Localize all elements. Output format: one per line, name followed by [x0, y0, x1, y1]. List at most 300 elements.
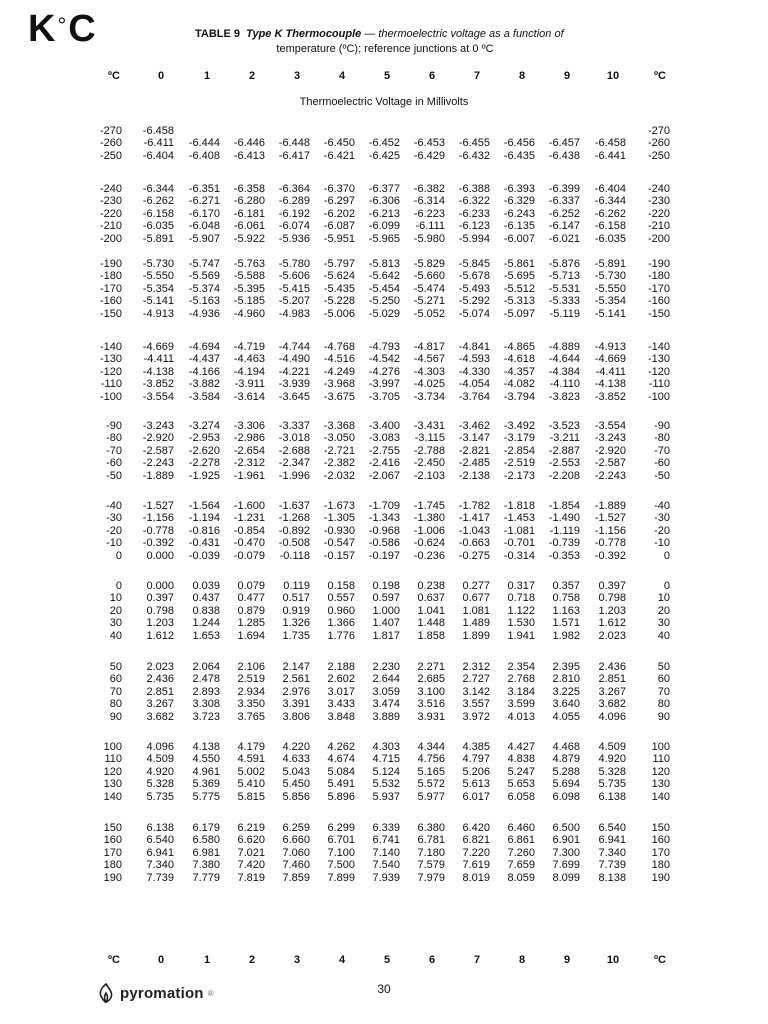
voltage-cell: -2.450: [413, 457, 445, 470]
voltage-cell: 1.203: [598, 604, 626, 617]
row-temp-right: 120: [651, 765, 670, 778]
voltage-cell: -6.425: [368, 149, 400, 162]
voltage-cell: 7.739: [146, 871, 174, 884]
voltage-cell: -1.996: [278, 469, 310, 482]
voltage-cell: -1.961: [233, 469, 265, 482]
table-row: [0, 183, 768, 195]
table-row: [0, 308, 768, 320]
voltage-cell: -4.865: [503, 341, 535, 353]
row-temp-right: -140: [647, 341, 670, 353]
voltage-cell: -5.512: [503, 282, 535, 295]
voltage-cell: 7.579: [417, 859, 445, 872]
voltage-cell: 2.478: [192, 673, 220, 686]
voltage-cell: 4.715: [372, 753, 400, 766]
header-col-4: 4: [338, 70, 346, 82]
voltage-cell: 2.934: [237, 685, 265, 698]
voltage-cell: -4.567: [413, 353, 445, 366]
table-row: [0, 470, 768, 482]
voltage-cell: -2.920: [594, 444, 626, 457]
voltage-cell: 7.100: [327, 846, 355, 859]
table-group: [0, 125, 768, 162]
voltage-cell: -1.081: [503, 524, 535, 537]
row-temp-right: 60: [657, 673, 670, 686]
voltage-cell: 3.308: [192, 698, 220, 711]
row-temp-left: 70: [109, 685, 122, 698]
voltage-cell: 0.960: [327, 604, 355, 617]
voltage-cell: 5.775: [192, 790, 220, 803]
table-row: [0, 341, 768, 353]
voltage-cell: 1.041: [417, 604, 445, 617]
voltage-cell: 2.436: [598, 661, 626, 673]
voltage-cell: -2.553: [548, 457, 580, 470]
voltage-cell: -6.417: [278, 149, 310, 162]
voltage-cell: 6.179: [192, 822, 220, 834]
table-row: [0, 220, 768, 232]
voltage-cell: -3.645: [278, 390, 310, 403]
voltage-cell: -6.158: [142, 207, 174, 220]
voltage-cell: -3.083: [368, 432, 400, 445]
voltage-cell: -2.620: [188, 444, 220, 457]
voltage-cell: -3.400: [368, 420, 400, 432]
voltage-cell: -5.747: [188, 258, 220, 270]
row-temp-left: -220: [99, 207, 122, 220]
voltage-cell: -6.202: [323, 207, 355, 220]
voltage-cell: -4.490: [278, 353, 310, 366]
row-temp-right: 110: [652, 753, 670, 766]
row-temp-left: 50: [109, 661, 122, 673]
row-temp-right: -50: [654, 469, 670, 482]
voltage-cell: -6.087: [323, 220, 355, 233]
header-col-3: 3: [293, 70, 301, 82]
voltage-cell: 1.326: [282, 617, 310, 630]
voltage-cell: 2.395: [552, 661, 580, 673]
voltage-cell: -5.354: [594, 295, 626, 308]
voltage-cell: 0.079: [237, 580, 265, 592]
voltage-cell: -2.854: [503, 444, 535, 457]
table-row: [0, 537, 768, 549]
voltage-cell: -3.492: [503, 420, 535, 432]
voltage-cell: -2.347: [278, 457, 310, 470]
row-temp-right: 140: [651, 790, 670, 803]
voltage-cell: 6.821: [462, 834, 490, 847]
voltage-cell: -1.268: [278, 512, 310, 525]
voltage-cell: -4.960: [233, 307, 265, 320]
header-col-5: 5: [383, 70, 391, 82]
voltage-cell: -1.600: [233, 500, 265, 512]
voltage-cell: -5.395: [233, 282, 265, 295]
row-temp-right: -20: [654, 524, 670, 537]
voltage-cell: 6.380: [417, 822, 445, 834]
voltage-cell: -6.404: [142, 149, 174, 162]
row-temp-right: 20: [657, 604, 670, 617]
voltage-cell: 6.620: [237, 834, 265, 847]
row-temp-left: -60: [106, 457, 122, 470]
table-row: [0, 711, 768, 723]
voltage-cell: -3.675: [323, 390, 355, 403]
voltage-cell: 0.357: [552, 580, 580, 592]
voltage-cell: 1.694: [237, 629, 265, 642]
voltage-cell: -2.382: [323, 457, 355, 470]
voltage-cell: -4.411: [595, 365, 626, 378]
voltage-cell: -1.745: [413, 500, 445, 512]
row-temp-left: -20: [106, 524, 122, 537]
table-name: Type K Thermocouple: [246, 28, 362, 40]
voltage-cell: 4.633: [282, 753, 310, 766]
voltage-cell: 2.644: [372, 673, 400, 686]
voltage-cell: 3.516: [417, 698, 445, 711]
row-temp-right: -240: [647, 183, 670, 195]
voltage-cell: 6.580: [192, 834, 220, 847]
voltage-cell: 1.653: [192, 629, 220, 642]
voltage-cell: 5.694: [552, 778, 580, 791]
voltage-cell: -3.243: [142, 420, 174, 432]
voltage-cell: -0.275: [458, 549, 490, 562]
voltage-cell: -5.876: [548, 258, 580, 270]
voltage-cell: -6.457: [548, 137, 580, 150]
voltage-cell: -5.763: [233, 258, 265, 270]
table-title-line2: temperature (ºC); reference junctions at 0 ºC: [276, 43, 494, 55]
table-row: [0, 822, 768, 834]
row-temp-left: -230: [99, 195, 122, 208]
voltage-cell: -3.431: [413, 420, 445, 432]
voltage-cell: 6.420: [462, 822, 490, 834]
voltage-cell: -6.453: [413, 137, 445, 150]
voltage-cell: -5.891: [142, 232, 174, 245]
row-temp-right: 30: [657, 617, 670, 630]
voltage-cell: -2.755: [368, 444, 400, 457]
voltage-cell: 6.540: [146, 834, 174, 847]
voltage-cell: 1.612: [146, 629, 174, 642]
table-row: [0, 125, 768, 137]
voltage-cell: 6.660: [282, 834, 310, 847]
row-temp-right: -230: [647, 195, 670, 208]
voltage-cell: -1.417: [458, 512, 490, 525]
row-temp-left: 140: [103, 790, 122, 803]
voltage-cell: -5.333: [548, 295, 580, 308]
voltage-cell: -5.531: [548, 282, 580, 295]
voltage-cell: -3.882: [188, 378, 220, 391]
voltage-cell: -3.050: [323, 432, 355, 445]
header-col-10: 10: [606, 954, 620, 966]
header-col-1: 1: [203, 954, 211, 966]
voltage-cell: -1.564: [188, 500, 220, 512]
row-temp-left: -110: [100, 378, 122, 391]
voltage-cell: -5.141: [142, 295, 174, 308]
row-temp-right: -10: [654, 537, 670, 550]
voltage-cell: -2.312: [233, 457, 265, 470]
voltage-cell: -4.221: [278, 365, 310, 378]
voltage-cell: 6.981: [192, 846, 220, 859]
voltage-cell: 2.561: [282, 673, 310, 686]
voltage-cell: -3.614: [233, 390, 265, 403]
voltage-cell: -2.920: [142, 432, 174, 445]
voltage-cell: 2.188: [327, 661, 355, 673]
voltage-cell: -3.823: [548, 390, 580, 403]
voltage-cell: 3.225: [552, 685, 580, 698]
kc-logo: [28, 8, 97, 51]
voltage-cell: 2.230: [372, 661, 400, 673]
row-temp-left: -250: [99, 149, 122, 162]
voltage-cell: 5.613: [462, 778, 490, 791]
voltage-cell: -6.458: [142, 125, 174, 137]
row-temp-left: 150: [103, 822, 122, 834]
voltage-cell: 4.303: [372, 741, 400, 753]
table-group: [0, 183, 768, 245]
voltage-cell: -6.429: [413, 149, 445, 162]
voltage-cell: -5.006: [323, 307, 355, 320]
voltage-cell: 4.838: [507, 753, 535, 766]
voltage-cell: 6.701: [327, 834, 355, 847]
row-temp-left: 190: [103, 871, 122, 884]
voltage-cell: -6.289: [278, 195, 310, 208]
voltage-cell: -0.392: [142, 537, 174, 550]
row-temp-right: -210: [647, 220, 670, 233]
table-row: [0, 859, 768, 871]
voltage-cell: 2.685: [417, 673, 445, 686]
voltage-cell: -4.669: [594, 353, 626, 366]
voltage-cell: 1.407: [372, 617, 400, 630]
header-col-9: 9: [563, 70, 571, 82]
row-temp-right: 0: [663, 580, 670, 592]
voltage-cell: -4.644: [548, 353, 580, 366]
voltage-cell: -4.983: [278, 307, 310, 320]
voltage-cell: -4.276: [368, 365, 400, 378]
row-temp-right: -90: [654, 420, 670, 432]
voltage-cell: 1.530: [507, 617, 535, 630]
voltage-cell: 1.858: [417, 629, 445, 642]
table-row: [0, 741, 768, 753]
voltage-cell: -4.889: [548, 341, 580, 353]
voltage-cell: -0.701: [503, 537, 535, 550]
table-row: [0, 258, 768, 270]
voltage-cell: 4.220: [282, 741, 310, 753]
row-temp-right: -250: [647, 149, 670, 162]
voltage-cell: -2.103: [413, 469, 445, 482]
voltage-cell: 5.815: [237, 790, 265, 803]
voltage-cell: 0.758: [552, 592, 580, 605]
table-row: [0, 630, 768, 642]
row-temp-right: 80: [657, 698, 670, 711]
voltage-cell: -5.493: [458, 282, 490, 295]
table-row: [0, 366, 768, 378]
voltage-cell: -0.547: [323, 537, 355, 550]
voltage-cell: 1.899: [462, 629, 490, 642]
row-temp-left: -40: [106, 500, 122, 512]
row-temp-right: -60: [654, 457, 670, 470]
voltage-cell: 5.977: [417, 790, 445, 803]
voltage-cell: -4.249: [323, 365, 355, 378]
header-col-1: 1: [203, 70, 211, 82]
voltage-cell: -1.231: [233, 512, 265, 525]
voltage-cell: -6.048: [188, 220, 220, 233]
voltage-cell: -6.147: [548, 220, 580, 233]
voltage-cell: -1.043: [458, 524, 490, 537]
voltage-cell: 6.540: [598, 822, 626, 834]
row-temp-left: 160: [103, 834, 122, 847]
voltage-cell: 2.106: [237, 661, 265, 673]
voltage-cell: 7.819: [237, 871, 265, 884]
table-row: [0, 778, 768, 790]
row-temp-left: 0: [115, 580, 122, 592]
voltage-cell: -5.550: [594, 282, 626, 295]
voltage-cell: -6.223: [413, 207, 445, 220]
voltage-cell: -1.194: [188, 512, 220, 525]
voltage-cell: -4.025: [413, 378, 445, 391]
voltage-cell: -4.618: [503, 353, 535, 366]
table-row: [0, 847, 768, 859]
voltage-cell: -0.778: [594, 537, 626, 550]
voltage-cell: -6.262: [594, 207, 626, 220]
voltage-cell: 0.119: [283, 580, 310, 592]
voltage-cell: -2.243: [142, 457, 174, 470]
voltage-cell: 7.021: [237, 846, 265, 859]
voltage-cell: -6.404: [594, 183, 626, 195]
voltage-cell: -5.163: [188, 295, 220, 308]
voltage-cell: -5.415: [278, 282, 310, 295]
voltage-cell: -1.782: [458, 500, 490, 512]
table-row: [0, 283, 768, 295]
voltage-cell: 7.859: [282, 871, 310, 884]
voltage-cell: 0.597: [372, 592, 400, 605]
voltage-cell: 5.491: [327, 778, 355, 791]
row-temp-right: 150: [651, 822, 670, 834]
voltage-cell: 1.489: [462, 617, 490, 630]
voltage-cell: -0.118: [279, 549, 310, 562]
voltage-cell: 7.180: [417, 846, 445, 859]
row-temp-left: -180: [99, 270, 122, 283]
voltage-cell: 3.848: [327, 710, 355, 723]
voltage-cell: -4.593: [458, 353, 490, 366]
voltage-cell: 5.856: [282, 790, 310, 803]
voltage-cell: 5.735: [146, 790, 174, 803]
row-temp-right: -130: [647, 353, 670, 366]
voltage-cell: 3.391: [282, 698, 310, 711]
header-col-7: 7: [473, 70, 481, 82]
row-temp-left: 130: [103, 778, 122, 791]
voltage-cell: -6.408: [188, 149, 220, 162]
table-title-rest: — thermoelectric voltage as a function of: [361, 28, 564, 40]
voltage-cell: 1.122: [507, 604, 535, 617]
voltage-cell: -3.368: [323, 420, 355, 432]
voltage-cell: -5.660: [413, 270, 445, 283]
voltage-cell: -4.357: [503, 365, 535, 378]
voltage-cell: -6.446: [233, 137, 265, 150]
voltage-cell: 6.098: [552, 790, 580, 803]
voltage-cell: 3.599: [507, 698, 535, 711]
voltage-cell: -6.061: [233, 220, 265, 233]
header-unit-left: ºC: [108, 954, 120, 966]
voltage-cell: -1.490: [548, 512, 580, 525]
voltage-cell: 0.397: [146, 592, 174, 605]
voltage-cell: 2.727: [462, 673, 490, 686]
voltage-cell: -1.709: [368, 500, 400, 512]
voltage-cell: 1.285: [237, 617, 265, 630]
table-row: [0, 432, 768, 444]
row-temp-left: -90: [106, 420, 122, 432]
voltage-cell: -6.271: [188, 195, 220, 208]
voltage-cell: -1.673: [323, 500, 355, 512]
voltage-cell: -4.194: [233, 365, 265, 378]
voltage-cell: -6.438: [548, 149, 580, 162]
voltage-cell: -6.297: [323, 195, 355, 208]
voltage-cell: 7.779: [192, 871, 220, 884]
voltage-cell: 4.961: [192, 765, 220, 778]
header-col-2: 2: [248, 70, 256, 82]
row-temp-right: 160: [651, 834, 670, 847]
voltage-cell: -2.986: [233, 432, 265, 445]
voltage-cell: 6.941: [598, 834, 626, 847]
voltage-cell: -6.421: [323, 149, 355, 162]
voltage-cell: -0.930: [323, 524, 355, 537]
table-row: [0, 753, 768, 765]
voltage-cell: -5.951: [323, 232, 355, 245]
voltage-cell: 2.810: [552, 673, 580, 686]
voltage-cell: 4.344: [417, 741, 445, 753]
voltage-cell: 7.140: [372, 846, 400, 859]
voltage-cell: -3.968: [323, 378, 355, 391]
voltage-cell: 3.806: [282, 710, 310, 723]
voltage-cell: -6.452: [368, 137, 400, 150]
row-temp-right: -190: [647, 258, 670, 270]
voltage-cell: -3.764: [458, 390, 490, 403]
voltage-cell: 7.420: [237, 859, 265, 872]
voltage-cell: 0.798: [598, 592, 626, 605]
voltage-cell: 5.247: [507, 765, 535, 778]
voltage-cell: -6.432: [458, 149, 490, 162]
row-temp-left: 10: [109, 592, 122, 605]
voltage-cell: 0.437: [192, 592, 220, 605]
voltage-cell: 1.982: [552, 629, 580, 642]
row-temp-right: -150: [647, 307, 670, 320]
voltage-cell: 4.179: [237, 741, 265, 753]
voltage-cell: 0.838: [192, 604, 220, 617]
voltage-cell: 7.380: [192, 859, 220, 872]
voltage-cell: 5.084: [327, 765, 355, 778]
voltage-cell: 7.260: [507, 846, 535, 859]
voltage-cell: -6.456: [503, 137, 535, 150]
table-row: [0, 353, 768, 365]
header-col-5: 5: [383, 954, 391, 966]
row-temp-left: -150: [99, 307, 122, 320]
voltage-cell: 0.000: [146, 580, 174, 592]
voltage-cell: -6.314: [413, 195, 445, 208]
voltage-cell: -4.936: [188, 307, 220, 320]
voltage-cell: -6.337: [548, 195, 580, 208]
voltage-cell: -5.642: [368, 270, 400, 283]
voltage-cell: 0.039: [192, 580, 220, 592]
row-temp-left: -270: [99, 125, 122, 137]
voltage-cell: 4.920: [146, 765, 174, 778]
voltage-cell: -5.695: [503, 270, 535, 283]
voltage-cell: 2.064: [192, 661, 220, 673]
voltage-cell: 5.206: [462, 765, 490, 778]
voltage-cell: -6.399: [548, 183, 580, 195]
row-temp-left: -120: [99, 365, 122, 378]
voltage-cell: 3.350: [237, 698, 265, 711]
voltage-cell: 4.096: [146, 741, 174, 753]
voltage-cell: 5.124: [372, 765, 400, 778]
voltage-cell: -1.925: [188, 469, 220, 482]
row-temp-right: -200: [647, 232, 670, 245]
voltage-cell: -6.455: [458, 137, 490, 150]
voltage-cell: 2.436: [146, 673, 174, 686]
voltage-cell: 2.023: [146, 661, 174, 673]
voltage-cell: 1.448: [417, 617, 445, 630]
voltage-cell: 1.941: [507, 629, 535, 642]
voltage-cell: -6.382: [413, 183, 445, 195]
header-col-8: 8: [518, 70, 526, 82]
row-temp-left: 170: [103, 846, 122, 859]
